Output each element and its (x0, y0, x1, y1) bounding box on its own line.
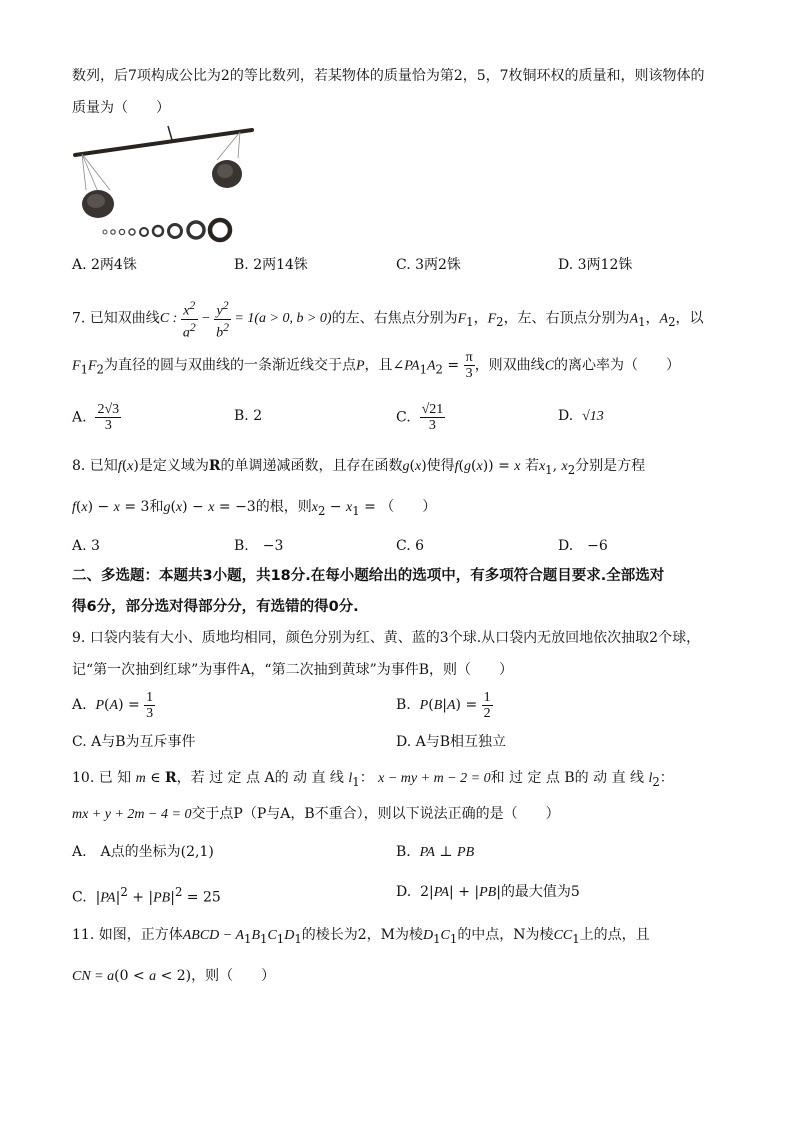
q9-option-c: C. A与B为互斥事件 (72, 734, 196, 750)
section2-heading-line1: 二、多选题：本题共3小题，共18分.在每小题给出的选项中，有多项符合题目要求.全部选对 (72, 568, 665, 584)
q6-line2: 质量为（ ） (72, 100, 170, 116)
q6-option-d: D. 3两12铢 (558, 257, 633, 273)
q10-line1: 10. 已 知 m ∈ R，若 过 定 点 A的 动 直 线 $l_1$： x − my + m − 2 = 0和 过 定 点 B的 动 直 线 $l_2$： (72, 770, 674, 789)
q10-line2: mx + y + 2m − 4 = 0交于点P（P与A，B不重合），则以下说法正确的是（ ） (72, 806, 560, 822)
section2-heading-line2: 得6分，部分选对得部分分，有选错的得0分. (72, 599, 359, 615)
q7-option-c: C. $\frac{√21}{3}$ (396, 402, 444, 433)
q7-option-b: B. 2 (234, 408, 263, 424)
q8-line2: f(x) − x = 3和g(x) − x = −3的根，则$x_2 - x_1$ = （ ） (72, 499, 437, 518)
q9-line1: 9. 口袋内装有大小、质地均相同，颜色分别为红、黄、蓝的3个球.从口袋内无放回地依次抽取2个球， (72, 630, 701, 646)
q6-option-c: C. 3两2铢 (396, 257, 461, 273)
q9-option-b: B. P(B|A) = $\frac{1}{2}$ (396, 689, 491, 721)
q6-line1: 数列，后7项构成公比为2的等比数列，若某物体的质量恰为第2，5，7枚铜环权的质量和，则该物体的 (72, 68, 705, 84)
balance-scale-figure (72, 122, 257, 248)
q9-option-a: A. P(A) = $\frac{1}{3}$ (72, 689, 154, 721)
q8-option-a: A. 3 (72, 538, 100, 554)
q10-option-b: B. PA ⊥ PB (396, 844, 475, 860)
q7-option-a: A. $\frac{2√3}{3}$ (72, 402, 120, 433)
q7-option-d: D. √13 (558, 408, 604, 424)
q8-option-d: D. −6 (558, 538, 608, 554)
q8-option-c: C. 6 (396, 538, 425, 554)
q6-option-a: A. 2两4铢 (72, 257, 137, 273)
q7-line2: $F_1F_2$为直径的圆与双曲线的一条渐近线交于点P，且$\angle PA_1A_2$ = $\frac{\pi}{3}$ ，则双曲线C的离心率为（ ） (72, 350, 681, 381)
q8-line1: 8. 已知f(x)是定义域为R的单调递减函数，且存在函数g(x)使得f(g(x)) = x 若$x_1$, $x_2$分别是方程 (72, 458, 646, 477)
q11-line2: CN = a(0 < a < 2)，则（ ） (72, 968, 276, 984)
q10-option-d: D. 2|PA| + |PB|的最大值为5 (396, 884, 580, 900)
q11-line1: 11. 如图，正方体ABCD − $A_1B_1C_1D_1$的棱长为2，M为棱$D_1C_1$的中点，N为棱$CC_1$上的点，且 (72, 927, 650, 946)
q8-option-b: B. −3 (234, 538, 284, 554)
q7-line1: 7. 已知双曲线C : $\frac{x^2}{a^2}$ − $\frac{y^2}{b^2}$ = 1(a > 0, b > 0)的左、右焦点分别为$F_1$，$F_2$，左、右顶点分别为$A_1$，$A_2$，以 (72, 299, 704, 341)
q9-line2: 记“第一次抽到红球”为事件A，“第二次抽到黄球”为事件B，则（ ） (72, 662, 514, 678)
q10-option-a: A. A点的坐标为(2,1) (72, 844, 214, 860)
q9-option-d: D. A与B相互独立 (396, 734, 507, 750)
q7-hyperbola-equation: C : $\frac{x^2}{a^2}$ − $\frac{y^2}{b^2}$ = 1(a > 0, b > 0) (159, 299, 332, 341)
q10-option-c: C. $|PA|^2 + |PB|^2 = 25$ (72, 885, 221, 906)
q6-option-b: B. 2两14铢 (234, 257, 308, 273)
